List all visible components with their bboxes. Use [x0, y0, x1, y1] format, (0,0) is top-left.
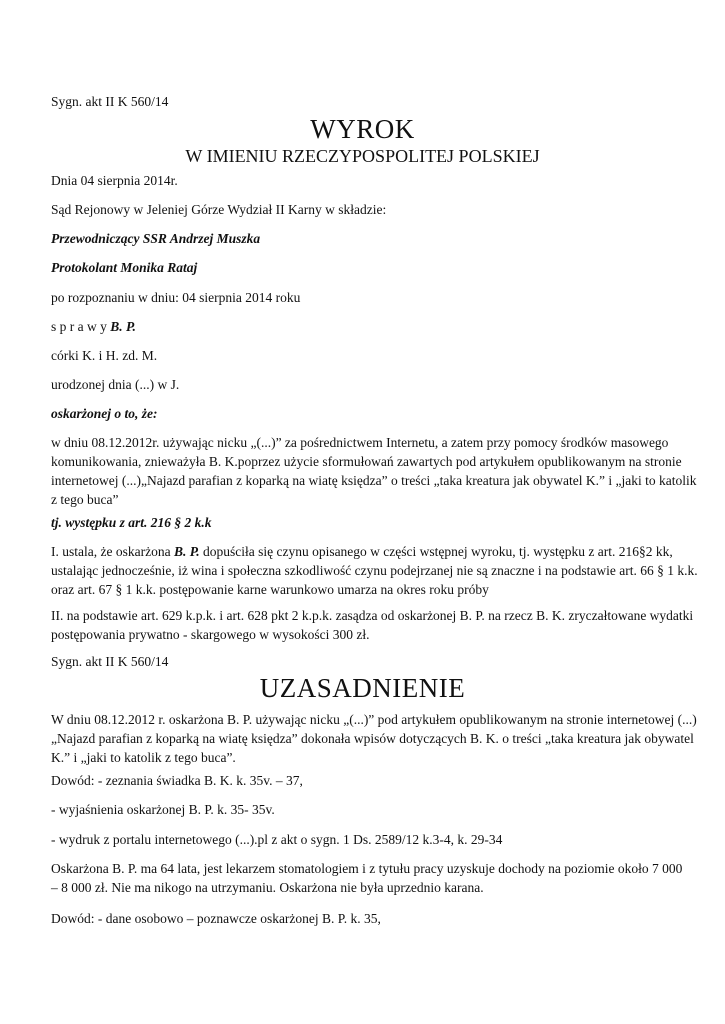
ruling-point-1 — [51, 542, 698, 599]
ruling-point-2 — [51, 606, 694, 644]
evidence-witness: Dowód: - zeznania świadka B. K. k. 35v. – 37, — [51, 773, 303, 788]
evidence-printout: - wydruk z portalu internetowego (...).pl z akt o sygn. 1 Ds. 2589/12 k.3-4, k. 29-34 — [51, 832, 503, 847]
facts-line: „Najazd parafian z koparką na wiatę księdza” dokonała wpisów dotyczących B. K. o treści „taka kreatura jak obywatel — [51, 731, 694, 746]
case-prefix: s p r a w y — [51, 319, 111, 334]
presiding-judge: Przewodniczący SSR Andrzej Muszka — [51, 231, 261, 246]
charge-line: z tego buca” — [51, 492, 119, 507]
verdict-title: WYROK — [310, 114, 415, 144]
facts-paragraph — [51, 710, 697, 767]
charge-line: w dniu 08.12.2012r. używając nicku „(...)” za pośrednictwem Internetu, a zatem przy pomocy środków masowego — [51, 435, 669, 450]
ruling-point-2-line: postępowania prywatno - skargowego w wysokości 300 zł. — [51, 627, 370, 642]
verdict-date: Dnia 04 sierpnia 2014r. — [51, 173, 178, 188]
case-of — [51, 317, 676, 336]
ruling-point-2-line: II. na podstawie art. 629 k.p.k. i art. 628 pkt 2 k.p.k. zasądza od oskarżonej B. P. na rzecz B. K. zryczałtowane wydatki — [51, 608, 694, 623]
facts-line: W dniu 08.12.2012 r. oskarżona B. P. używając nicku „(...)” pod artykułem opublikowanym na stronie internetowej (...) — [51, 712, 697, 727]
ruling-point-1-line: ustalając jednocześnie, iż wina i społeczna szkodliwość czynu podejrzanej nie są znaczne i na podstawie art. 66 § 1 k.k. — [51, 563, 698, 578]
ruling-point-1-line: oraz art. 67 § 1 k.k. postępowanie karne warunkowo umarza na okres roku próby — [51, 582, 489, 597]
defendant-parents: córki K. i H. zd. M. — [51, 348, 158, 363]
point1-defendant: B. P. — [173, 544, 200, 559]
personal-line: Oskarżona B. P. ma 64 lata, jest lekarzem stomatologiem i z tytułu pracy uzyskuje dochody na poziomie około 7 000 — [51, 861, 683, 876]
point1-prefix: I. ustala, że oskarżona — [51, 544, 174, 559]
evidence-explanations: - wyjaśnienia oskarżonej B. P. k. 35- 35v. — [51, 802, 275, 817]
verdict-subtitle: W IMIENIU RZECZYPOSPOLITEJ POLSKIEJ — [185, 146, 540, 166]
defendant-name: B. P. — [110, 319, 136, 334]
facts-line: K.” i „jaki to katolik z tego buca”. — [51, 750, 236, 765]
justification-title: UZASADNIENIE — [259, 673, 466, 703]
court-clerk: Protokolant Monika Rataj — [51, 260, 198, 275]
defendant-birth: urodzonej dnia (...) w J. — [51, 377, 180, 392]
charge-line: komunikowania, znieważyła B. K.poprzez użycie sformułowań zawartych pod artykułem opublikowanym na stronie — [51, 454, 682, 469]
court-composition: Sąd Rejonowy w Jeleniej Górze Wydział II Karny w składzie: — [51, 202, 387, 217]
accusation-heading: oskarżonej o to, że: — [51, 406, 158, 421]
personal-paragraph — [51, 859, 683, 897]
case-number: Sygn. akt II K 560/14 — [51, 94, 169, 109]
personal-line: – 8 000 zł. Nie ma nikogo na utrzymaniu. Oskarżona nie była uprzednio karana. — [51, 880, 484, 895]
offense-qualification: tj. występku z art. 216 § 2 k.k — [51, 515, 212, 530]
justification-case-number: Sygn. akt II K 560/14 — [51, 654, 169, 669]
charge-line: internetowej (...)„Najazd parafian z koparką na wiatę księdza” o treści „taka kreatura jak obywatel K.” i „jaki to katolik — [51, 473, 697, 488]
hearing-date: po rozpoznaniu w dniu: 04 sierpnia 2014 roku — [51, 290, 301, 305]
charge-paragraph — [51, 433, 697, 509]
evidence-personal-data: Dowód: - dane osobowo – poznawcze oskarżonej B. P. k. 35, — [51, 911, 381, 926]
point1-rest: dopuściła się czynu opisanego w części wstępnej wyroku, tj. występku z art. 216§2 kk, — [199, 544, 673, 559]
ruling-point-1-line — [51, 542, 676, 561]
